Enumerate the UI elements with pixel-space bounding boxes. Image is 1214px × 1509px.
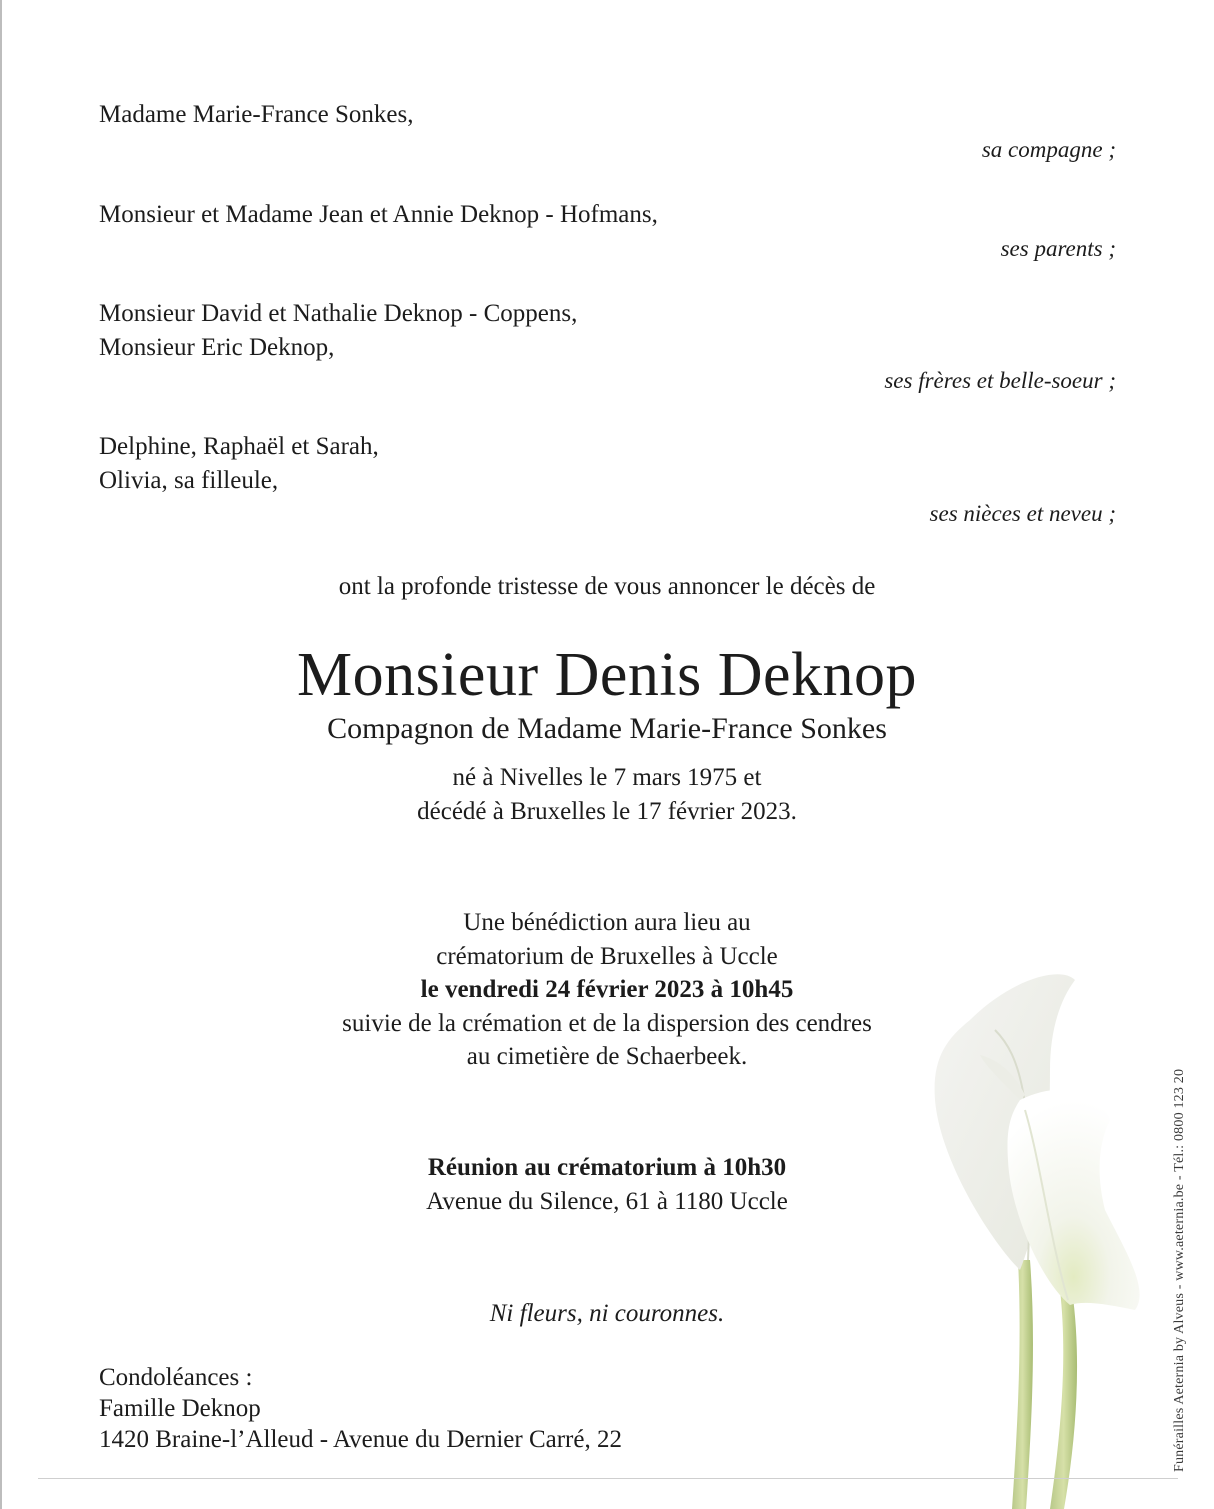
condolences-label: Condoléances :	[99, 1364, 253, 1391]
relation-label: ses parents ;	[1000, 236, 1116, 261]
relation-label: ses frères et belle-soeur ;	[884, 368, 1116, 393]
deceased-subtitle: Compagnon de Madame Marie-France Sonkes	[327, 712, 887, 745]
condolences-address: 1420 Braine-l’Alleud - Avenue du Dernier Carré, 22	[99, 1426, 622, 1453]
calla-lily-image	[900, 960, 1180, 1509]
ceremony-date: le vendredi 24 février 2023 à 10h45	[420, 976, 794, 1003]
family-line: Delphine, Raphaël et Sarah,	[99, 433, 379, 460]
birth-line: né à Nivelles le 7 mars 1975 et	[452, 764, 762, 791]
family-line: Monsieur et Madame Jean et Annie Deknop - Hofmans,	[99, 201, 658, 228]
bottom-divider	[38, 1478, 1178, 1479]
family-line: Monsieur Eric Deknop,	[99, 334, 335, 361]
announcement-text: ont la profonde tristesse de vous annoncer le décès de	[338, 573, 876, 600]
family-line: Monsieur David et Nathalie Deknop - Coppens,	[99, 300, 578, 327]
no-flowers-note: Ni fleurs, ni couronnes.	[489, 1300, 725, 1327]
family-line: Olivia, sa filleule,	[99, 467, 279, 494]
relation-label: sa compagne ;	[981, 137, 1116, 162]
family-line: Madame Marie-France Sonkes,	[99, 101, 414, 128]
ceremony-line: Une bénédiction aura lieu au	[463, 909, 751, 936]
ceremony-line: au cimetière de Schaerbeek.	[466, 1043, 748, 1070]
ceremony-line: suivie de la crémation et de la dispersion des cendres	[342, 1010, 872, 1037]
meeting-title: Réunion au crématorium à 10h30	[427, 1154, 787, 1181]
death-line: décédé à Bruxelles le 17 février 2023.	[417, 798, 797, 825]
deceased-name: Monsieur Denis Deknop	[296, 641, 918, 709]
left-border	[0, 0, 2, 1509]
condolences-family: Famille Deknop	[99, 1395, 261, 1422]
meeting-address: Avenue du Silence, 61 à 1180 Uccle	[426, 1188, 788, 1215]
relation-label: ses nièces et neveu ;	[929, 501, 1116, 526]
funeral-home-credit: Funérailles Aeternia by Alveus - www.aeternia.be - Tél.: 0800 123 20	[1172, 1068, 1187, 1472]
ceremony-line: crématorium de Bruxelles à Uccle	[436, 943, 778, 970]
